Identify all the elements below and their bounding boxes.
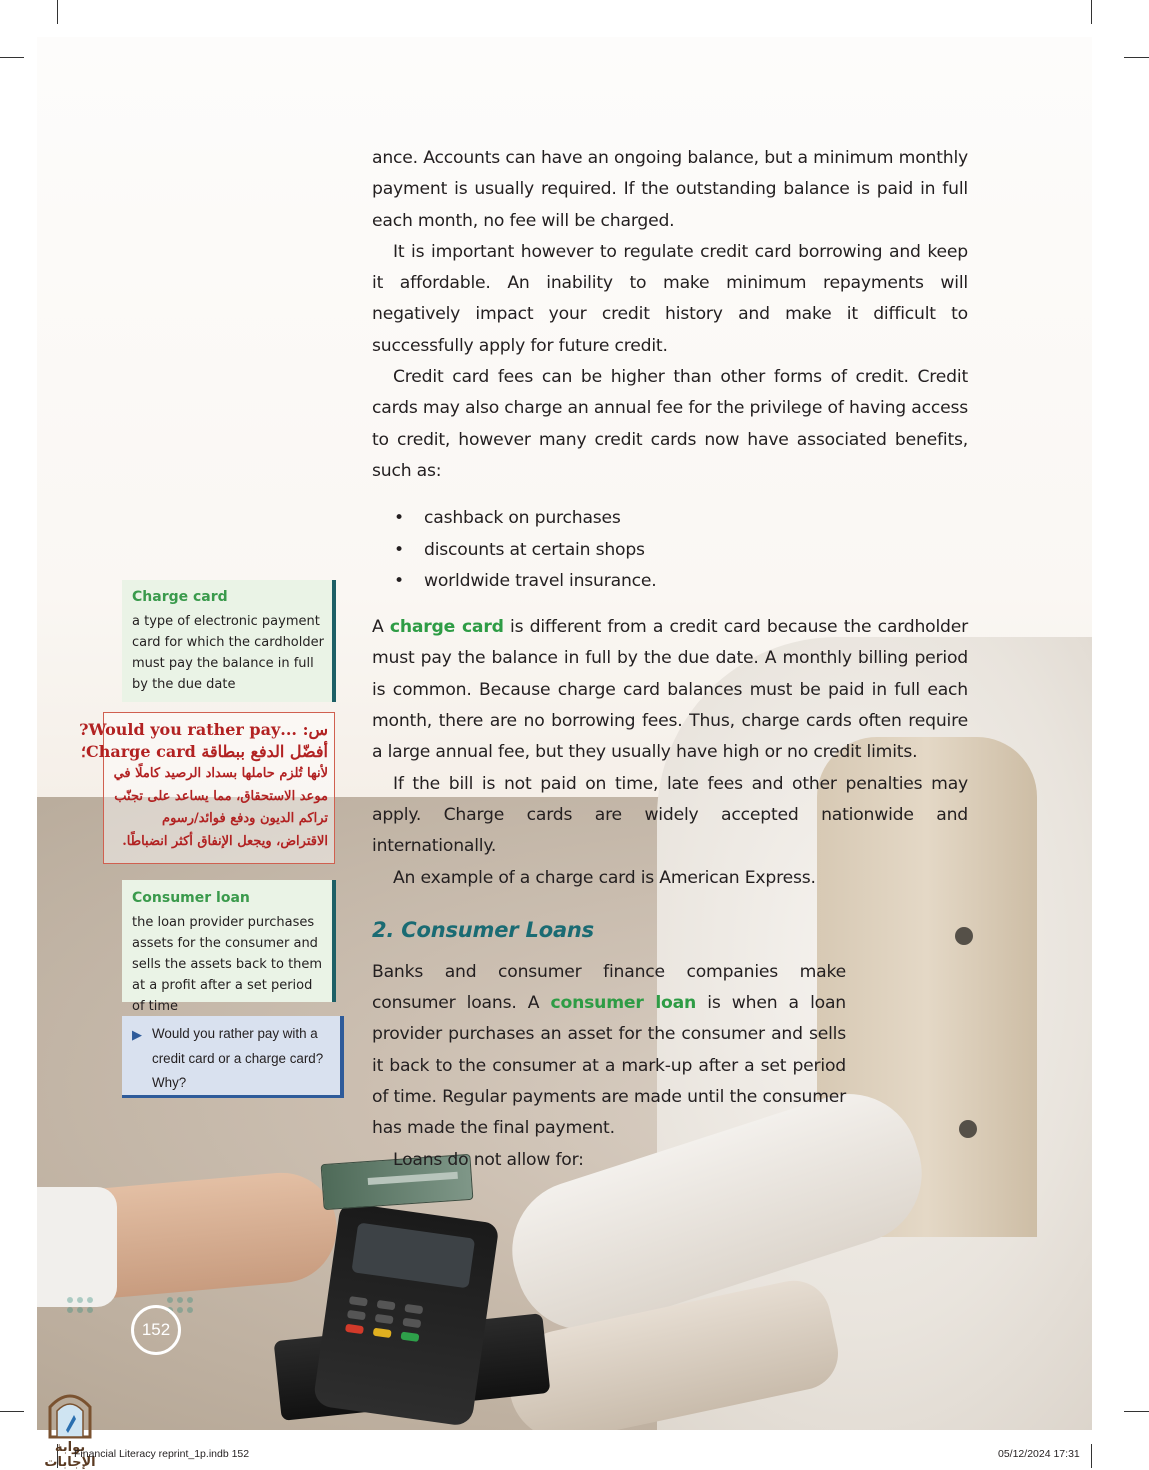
text-run: is different from a credit card because the cardholder must pay the balance in full by the due date. A monthly billing period is common. Because charge card balances must be paid in full each month, there are no borrowing fees. Thus, charge cards often require a large annual fee, but they usually have high or no credit limits. — [372, 617, 969, 763]
crop-mark — [0, 1411, 24, 1412]
glossary-term: Charge card — [132, 589, 228, 605]
text-run: is when a loan provider purchases an asset for the consumer and sells it back to the consumer at a mark-up after a set period of time. Regular payments are made until the consumer has made the final payment. — [372, 993, 846, 1139]
answer-line: أفضّل الدفع ببطاقة Charge card؛ — [80, 742, 328, 761]
terminal-key — [347, 1310, 366, 1320]
terminal-key-red — [345, 1324, 364, 1334]
terminal-key-yellow — [373, 1328, 392, 1338]
triangle-bullet-icon: ▶ — [132, 1027, 142, 1042]
section-heading: 2. Consumer Loans — [372, 917, 594, 942]
paragraph — [372, 612, 968, 768]
glossary-definition: the loan provider purchases assets for the consumer and sells the assets back to them at a profit after a set period of time — [132, 915, 323, 1014]
glossary-definition: a type of electronic payment card for which the cardholder must pay the balance in full by the due date — [132, 614, 324, 692]
glossary-term: Consumer loan — [132, 890, 250, 906]
paragraph: It is important however to regulate credit card borrowing and keep it affordable. An inability to make minimum repayments will negatively impact your credit history and make it difficult to successfully apply for future credit. — [372, 241, 968, 356]
crop-mark — [57, 0, 58, 24]
glossary-box-charge-card — [122, 580, 336, 702]
crop-mark — [1124, 1411, 1149, 1412]
answer-note — [79, 712, 335, 864]
photo-left-sleeve — [37, 1187, 117, 1307]
paragraph: Loans do not allow for: — [393, 1149, 584, 1170]
terminal-key — [404, 1304, 423, 1314]
key-term: charge card — [389, 617, 504, 638]
terminal-key — [375, 1314, 394, 1324]
terminal-key — [402, 1318, 421, 1328]
list-item: • discounts at certain shops — [424, 535, 968, 566]
question-box — [122, 1016, 344, 1098]
paragraph — [372, 957, 846, 1145]
question-text: Would you rather pay with a credit card or a charge card? Why? — [152, 1026, 324, 1090]
text-run: Banks and consumer finance companies make consumer loans. A — [372, 961, 846, 1014]
terminal-screen — [351, 1222, 475, 1288]
benefits-list — [372, 503, 968, 597]
crop-mark — [1091, 0, 1092, 24]
crop-mark — [1124, 57, 1149, 58]
paragraph: An example of a charge card is American Express. — [393, 867, 816, 888]
print-footer-right: 05/12/2024 17:31 — [998, 1448, 1080, 1460]
terminal-key-green — [400, 1332, 419, 1342]
payment-terminal — [313, 1202, 500, 1427]
paragraph: If the bill is not paid on time, late fees and other penalties may apply. Charge cards are widely accepted nationwide and internationally. — [372, 773, 968, 857]
terminal-key — [377, 1300, 396, 1310]
print-footer-left: Financial Literacy reprint_1p.indb 152 — [74, 1448, 250, 1460]
list-item: • worldwide travel insurance. — [424, 566, 968, 597]
crop-mark — [0, 57, 24, 58]
main-text-column — [372, 143, 968, 1176]
answer-question-line: س: ...Would you rather pay? — [79, 720, 328, 739]
list-item: • cashback on purchases — [424, 503, 968, 534]
site-logo-text: بوابة الإجابات — [44, 1440, 96, 1470]
terminal-key — [349, 1296, 368, 1306]
key-term: consumer loan — [550, 993, 697, 1014]
page-number: 152 — [131, 1305, 181, 1355]
glossary-box-consumer-loan — [122, 880, 336, 1014]
paragraph: Credit card fees can be higher than other forms of credit. Credit cards may also charge an annual fee for the privilege of having access to credit, however many credit cards now have associated benefits, such as: — [372, 367, 968, 481]
answer-text: لأنها تُلزم حاملها بسداد الرصيد كاملًا في موعد الاستحقاق، مما يساعد على تجنّب تراكم الديون ودفع فوائد/رسوم الاقتراض، ويجعل الإنفاق أكثر انضباطًا. — [113, 766, 328, 849]
crop-mark — [1091, 1444, 1092, 1468]
text-run: A — [372, 617, 390, 638]
site-logo — [30, 1385, 110, 1440]
paragraph: ance. Accounts can have an ongoing balance, but a minimum monthly payment is usually required. If the outstanding balance is paid in full each month, no fee will be charged. — [372, 148, 968, 231]
